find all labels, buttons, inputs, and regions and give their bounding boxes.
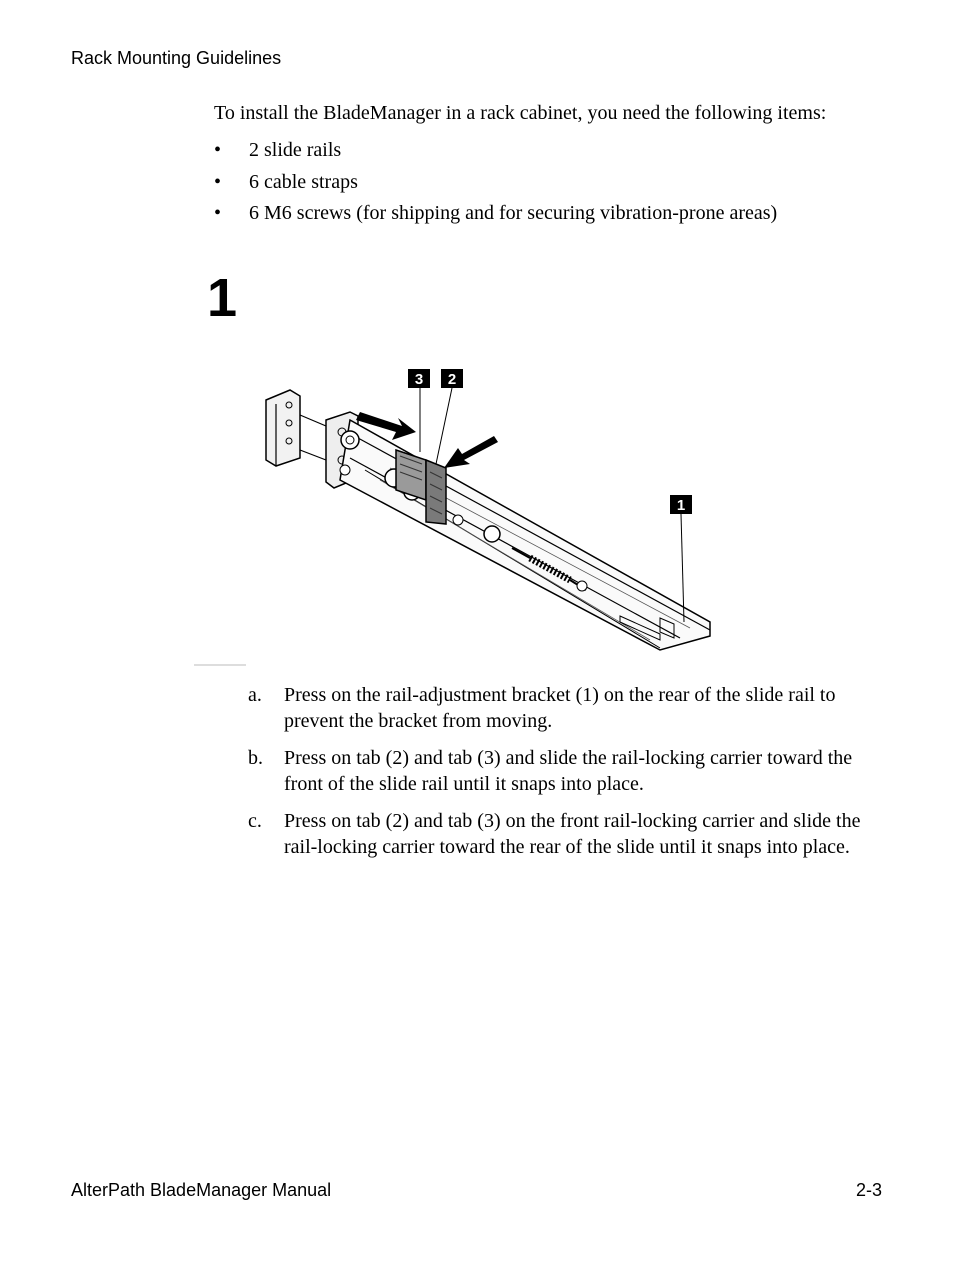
list-item — [248, 745, 888, 797]
step-text: Press on the rail-adjustment bracket (1) on the rear of the slide rail to prevent the bracket from moving. — [284, 684, 836, 732]
bullet-icon: • — [214, 202, 222, 224]
step-letter: b. — [248, 747, 263, 769]
list-item-text: 6 M6 screws (for shipping and for securing vibration-prone areas) — [249, 202, 778, 224]
callout-2-label: 2 — [447, 371, 457, 388]
connector-lines — [300, 415, 326, 460]
spring-anchor-icon — [577, 581, 587, 591]
instruction-list — [248, 682, 888, 871]
intro-paragraph: To install the BladeManager in a rack cabinet, you need the following items: — [214, 102, 827, 124]
step-text: Press on tab (2) and tab (3) on the front rail-locking carrier and slide the rail-locking carrier toward the rear of the slide until it snaps into place. — [284, 810, 861, 858]
bullet-icon: • — [214, 170, 222, 193]
list-item-text: 2 slide rails — [249, 139, 342, 161]
slide-rail-illustration — [190, 360, 720, 672]
step-text: Press on tab (2) and tab (3) and slide the rail-locking carrier toward the front of the slide rail until it snaps into place. — [284, 747, 853, 795]
roller-icon — [341, 431, 359, 449]
list-item — [248, 808, 888, 860]
list-item — [214, 200, 904, 226]
list-item — [214, 169, 904, 195]
arrow-left-icon — [444, 436, 498, 468]
footer-manual-title: AlterPath BladeManager Manual — [71, 1180, 332, 1200]
footer-page-number: 2-3 — [855, 1180, 882, 1200]
items-list — [214, 137, 904, 232]
list-item-text: 6 cable straps — [249, 170, 358, 193]
screw-icon — [453, 515, 463, 525]
screw-icon — [340, 465, 350, 475]
bullet-icon: • — [214, 139, 222, 161]
list-item — [248, 682, 888, 734]
roller-icon — [484, 526, 500, 542]
callout-2-leader-line — [436, 388, 452, 464]
running-header: Rack Mounting Guidelines — [71, 48, 282, 68]
step-letter: c. — [248, 810, 262, 832]
callout-1-label: 1 — [676, 497, 686, 514]
list-item — [214, 137, 904, 163]
slide-rail-drawing — [190, 360, 720, 672]
step-letter: a. — [248, 684, 262, 706]
callout-3-label: 3 — [414, 371, 424, 388]
step-number: 1 — [207, 268, 238, 328]
tab-2-shape — [426, 460, 446, 524]
rear-bracket-shape — [266, 390, 300, 466]
